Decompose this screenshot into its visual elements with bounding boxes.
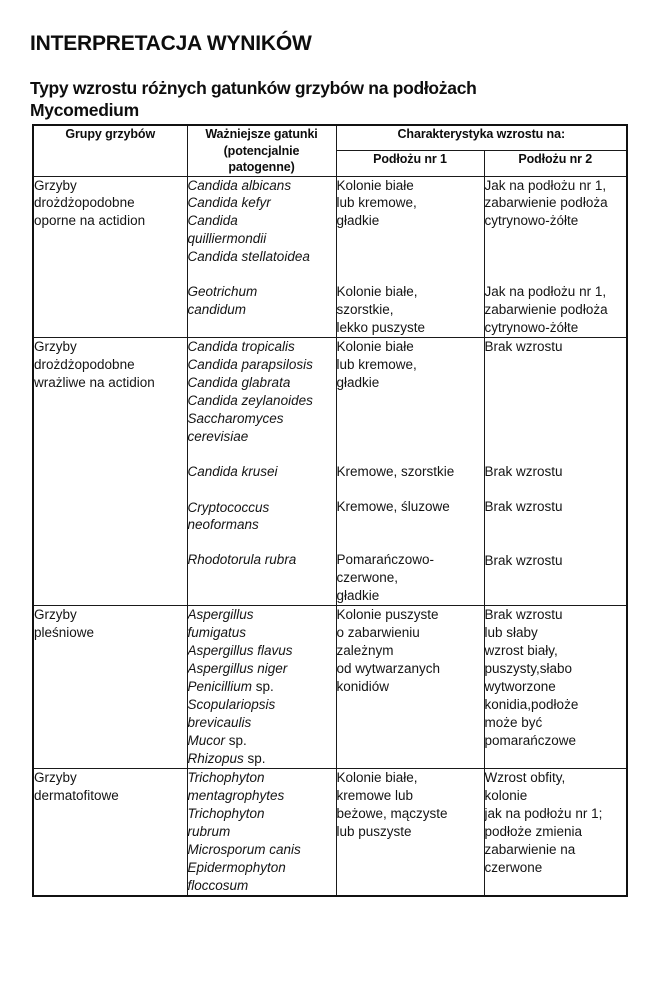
cell-group-name: Grzyby pleśniowe — [33, 606, 187, 769]
cell-medium-2-description — [484, 176, 627, 338]
page-subtitle-line-2: Mycomedium — [30, 100, 139, 121]
medium-1-block: Kolonie białe, szorstkie, lekko puszyste — [336, 284, 426, 336]
medium-1-block: Kolonie białe, kremowe lub beżowe, mączyste lub puszyste — [336, 769, 448, 839]
column-header-species-line-3: patogenne) — [228, 160, 295, 174]
column-header-species-line-2: (potencjalnie — [223, 143, 300, 158]
column-header-medium-2: Podłożu nr 2 — [484, 151, 627, 176]
cell-group-name: Grzyby drożdżopodobne oporne na actidion — [33, 176, 187, 338]
column-header-characteristics: Charakterystyka wzrostu na: — [336, 125, 627, 151]
medium-1-block: Pomarańczowo- czerwone, gładkie — [336, 552, 435, 604]
medium-2-block: Brak wzrostu lub słaby wzrost biały, puszysty,słabo wytworzone konidia,podłoże może być pomarańczowe — [484, 607, 579, 749]
cell-medium-1-description — [336, 338, 484, 606]
column-header-species-line-1: Ważniejsze gatunki — [205, 127, 318, 141]
table-header-row-1 — [33, 125, 627, 151]
cell-medium-2-description — [484, 606, 627, 769]
table-row — [33, 768, 627, 895]
cell-group-name: Grzyby dermatofitowe — [33, 768, 187, 895]
species-block: Geotrichum candidum — [187, 284, 258, 318]
cell-medium-2-description — [484, 338, 627, 606]
species-block: Candida krusei — [187, 463, 278, 479]
column-header-medium-1: Podłożu nr 1 — [336, 151, 484, 176]
medium-2-block: Brak wzrostu — [484, 463, 563, 479]
species-block: Cryptococcus neoformans — [187, 499, 270, 533]
table-header — [33, 125, 627, 176]
cell-medium-2-description — [484, 768, 627, 895]
medium-1-block: Kolonie białe lub kremowe, gładkie — [336, 339, 417, 390]
table-body — [33, 176, 627, 896]
species-block: Candida tropicalis Candida parapsilosis Candida glabrata Candida zeylanoides Saccharomyces cerevisiae — [187, 339, 313, 444]
page-title: INTERPRETACJA WYNIKÓW — [30, 32, 312, 56]
medium-2-block: Brak wzrostu — [484, 339, 563, 355]
cell-species-list — [187, 338, 336, 606]
table-row — [33, 338, 627, 606]
table-row — [33, 606, 627, 769]
cell-medium-1-description — [336, 176, 484, 338]
cell-group-name: Grzyby drożdżopodobne wrażliwe na actidion — [33, 338, 187, 606]
cell-medium-1-description — [336, 606, 484, 769]
species-block: Rhodotorula rubra — [187, 552, 297, 568]
cell-species-list — [187, 176, 336, 338]
medium-1-block: Kremowe, szorstkie — [336, 463, 455, 479]
medium-1-block: Kolonie puszyste o zabarwieniu zależnym od wytwarzanych konidiów — [336, 607, 441, 695]
medium-2-block: Jak na podłożu nr 1, zabarwienie podłoża cytrynowo-żółte — [484, 177, 608, 229]
page-subtitle — [30, 77, 630, 123]
medium-2-block: Brak wzrostu — [484, 552, 563, 568]
medium-1-block: Kremowe, śluzowe — [336, 498, 450, 514]
species-block: Trichophyton mentagrophytes Trichophyton rubrum Microsporum canis Epidermophyton floccosum — [187, 769, 301, 893]
cell-medium-1-description — [336, 768, 484, 895]
medium-1-block: Kolonie białe lub kremowe, gładkie — [336, 177, 417, 229]
column-header-species — [187, 125, 336, 176]
species-block: Aspergillus fumigatus Aspergillus flavus Aspergillus niger Penicillium sp. Scopulariopsis brevicaulis Mucor sp. Rhizopus sp. — [187, 607, 293, 766]
page-subtitle-line-1: Typy wzrostu różnych gatunków grzybów na podłożach — [30, 77, 477, 98]
growth-types-table — [32, 124, 628, 897]
column-header-groups: Grupy grzybów — [33, 125, 187, 176]
medium-2-block: Wzrost obfity, kolonie jak na podłożu nr 1; podłoże zmienia zabarwienie na czerwone — [484, 769, 603, 875]
cell-species-list — [187, 768, 336, 895]
cell-species-list — [187, 606, 336, 769]
table-row — [33, 176, 627, 338]
medium-2-block: Brak wzrostu — [484, 498, 563, 514]
species-block: Candida albicans Candida kefyr Candida quilliermondii Candida stellatoidea — [187, 177, 310, 265]
medium-2-block: Jak na podłożu nr 1, zabarwienie podłoża cytrynowo-żółte — [484, 284, 608, 336]
